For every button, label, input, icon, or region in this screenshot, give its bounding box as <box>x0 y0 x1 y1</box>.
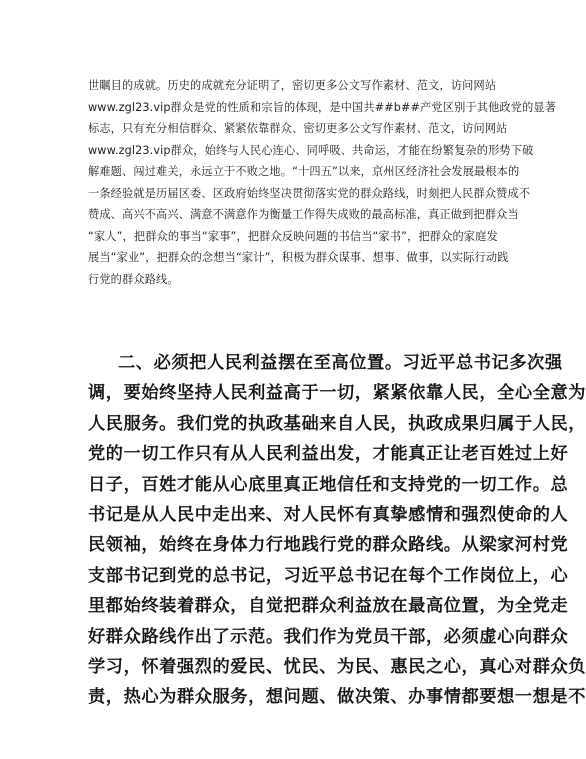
text-line: 展当“家业”，把群众的念想当“家计”，积极为群众谋事、想事、做事，以实际行动践 <box>88 251 509 264</box>
small-paragraph <box>88 75 557 290</box>
text-line: 支部书记到党的总书记，习近平总书记在每个工作岗位上，心 <box>88 565 569 586</box>
text-line: 一条经验就是历届区委、区政府始终坚决贯彻落实党的群众路线，时刻把人民群众赞成不 <box>88 186 531 200</box>
text-line: 党的一切工作只有从人民利益出发，才能真正让老百姓过上好 <box>88 444 569 465</box>
text-line: 标志，只有充分相信群众、紧紧依靠群众、密切更多公文写作素材、范文，访问网站 <box>88 122 508 135</box>
text-line: 责，热心为群众服务，想问题、做决策、办事情都要想一想是不 <box>88 687 586 708</box>
text-line: 好群众路线作出了示范。我们作为党员干部，必须虚心向群众 <box>88 626 569 647</box>
text-line: 赞成、高兴不高兴、满意不满意作为衡量工作得失成败的最高标准，真正做到把群众当 <box>88 208 519 221</box>
text-line: 学习，怀着强烈的爱民、忧民、为民、惠民之心，真心对群众负 <box>88 656 586 677</box>
text-line: 日子，百姓才能从心底里真正地信任和支持党的一切工作。总 <box>88 474 569 495</box>
text-line: 里都始终装着群众，自觉把群众利益放在最高位置，为全党走 <box>88 596 569 617</box>
text-line: 解难题、闯过难关，永远立于不败之地。“十四五”以来，京州区经济社会发展最根本的 <box>88 165 520 178</box>
text-line: www.zgl23.vip群众是党的性质和宗旨的体现，是中国共##b##产党区别于其他政党的显著 <box>88 100 557 114</box>
text-line: 民领袖，始终在身体力行地践行党的群众路线。从梁家河村党 <box>88 535 569 556</box>
text-line: www.zgl23.vip群众，始终与人民心连心、同呼吸、共命运，才能在纷繁复杂的形势下破 <box>88 143 534 157</box>
large-paragraph <box>88 348 586 713</box>
text-line: 行党的群众路线。 <box>88 272 179 286</box>
text-line: 书记是从人民中走出来、对人民怀有真挚感情和强烈使命的人 <box>88 504 569 525</box>
text-line: “家人”，把群众的事当“家事”，把群众反映问题的书信当“家书”，把群众的家庭发 <box>88 229 498 243</box>
text-line: 世瞩目的成就。历史的成就充分证明了，密切更多公文写作素材、范文，访问网站 <box>88 79 497 92</box>
text-line: 调，要始终坚持人民利益高于一切，紧紧依靠人民，全心全意为 <box>88 383 586 404</box>
section-heading-line: 二、必须把人民利益摆在至高位置。习近平总书记多次强 <box>118 353 563 373</box>
text-line: 人民服务。我们党的执政基础来自人民，执政成果归属于人民， <box>88 413 586 434</box>
